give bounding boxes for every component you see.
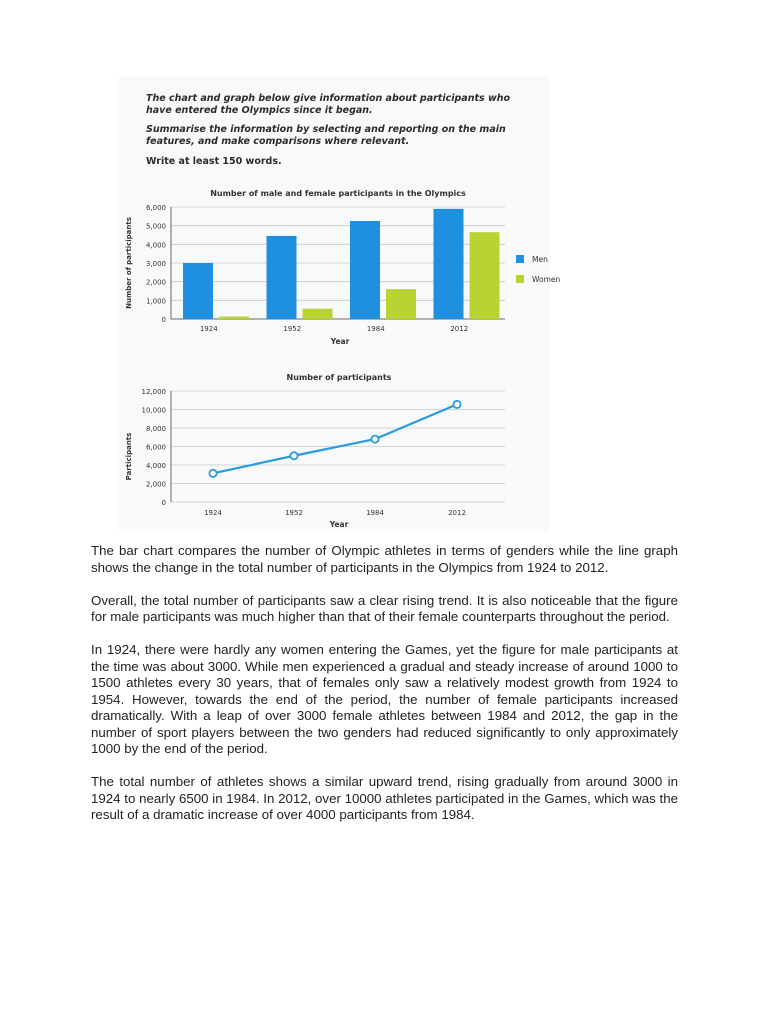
participants-point-1924 [209, 470, 216, 477]
line-x-axis-label: Year [329, 520, 349, 529]
legend-swatch-men [516, 255, 524, 263]
bar-y-tick-label: 1,000 [145, 297, 166, 306]
line-x-tick-label: 1924 [204, 509, 222, 517]
participants-point-1952 [290, 452, 297, 459]
essay-paragraph-3: In 1924, there were hardly any women entering the Games, yet the figure for male participants at the time was about 3000. While men experienced a gradual and steady increase of around 1000 to 1500 athletes every 30 years, that of females only saw a relatively modest growth from 1924 to 1954. However, towards the end of the period, the number of female participants increased dramatically. With a leap of over 3000 female athletes between 1984 and 2012, the gap in the number of sport players between the two genders had reduced significantly to only approximately 1000 by the end of the period. [91, 642, 678, 756]
bar-x-axis-label: Year [330, 337, 350, 346]
essay [91, 543, 678, 840]
bar-y-tick-label: 6,000 [145, 204, 166, 212]
line-y-tick-label: 2,000 [145, 480, 166, 489]
line-y-tick-label: 10,000 [141, 406, 166, 415]
line-y-tick-label: 8,000 [145, 425, 166, 433]
bar-x-tick-label: 1924 [199, 325, 218, 333]
legend-label-men: Men [532, 255, 548, 264]
bar-y-tick-label: 5,000 [145, 222, 166, 231]
bar-x-tick-label: 2012 [450, 325, 469, 333]
essay-paragraph-1: The bar chart compares the number of Olympic athletes in terms of genders while the line graph shows the change in the total number of participants in the Olympics from 1924 to 2012. [91, 543, 678, 575]
participants-point-1984 [371, 436, 378, 443]
bar-y-tick-label: 2,000 [145, 278, 166, 287]
legend-swatch-women [516, 275, 524, 283]
bar-men-1984 [350, 221, 380, 319]
bar-y-axis-label: Number of participants [125, 217, 133, 309]
bar-chart-title: Number of male and female participants in the Olympics [210, 189, 466, 198]
line-chart-title: Number of participants [286, 373, 392, 382]
bar-y-tick-label: 3,000 [145, 260, 166, 268]
essay-paragraph-2: Overall, the total number of participants saw a clear rising trend. It is also noticeable that the figure for male participants was much higher than that of their female counterparts throughout the period. [91, 592, 678, 624]
line-y-tick-label: 12,000 [141, 388, 166, 396]
line-y-axis-label: Participants [125, 432, 133, 481]
line-y-tick-label: 0 [161, 499, 166, 507]
bar-y-tick-label: 0 [161, 316, 166, 324]
bar-women-2012 [470, 232, 500, 319]
task-line-2: Summarise the information by selecting and reporting on the main features, and make comparisons where relevant. [146, 124, 506, 147]
bar-men-2012 [434, 209, 464, 319]
bar-chart [119, 180, 561, 355]
bar-x-tick-label: 1952 [283, 325, 302, 333]
line-chart [119, 365, 549, 531]
essay-paragraph-4: The total number of athletes shows a similar upward trend, rising gradually from around 3000 in 1924 to nearly 6500 in 1984. In 2012, over 10000 athletes participated in the Games, which was the result of a dramatic increase of over 4000 participants from 1984. [91, 774, 678, 822]
participants-point-2012 [453, 401, 460, 408]
bar-men-1952 [267, 236, 297, 319]
line-y-tick-label: 6,000 [145, 443, 166, 452]
line-x-tick-label: 1952 [285, 509, 303, 517]
line-x-tick-label: 2012 [448, 509, 466, 517]
bar-men-1924 [183, 263, 213, 319]
participants-line [213, 404, 457, 473]
task-line-3: Write at least 150 words. [146, 156, 282, 167]
bar-women-1952 [303, 309, 333, 319]
bar-x-tick-label: 1984 [366, 325, 385, 333]
legend-label-women: Women [532, 275, 561, 284]
bar-women-1924 [219, 317, 249, 319]
task-prompt [146, 93, 526, 168]
bar-women-1984 [386, 289, 416, 319]
line-x-tick-label: 1984 [366, 509, 384, 517]
line-y-tick-label: 4,000 [145, 462, 166, 470]
task-line-1: The chart and graph below give information about participants who have entered the Olympics since it began. [146, 93, 511, 116]
bar-y-tick-label: 4,000 [145, 241, 166, 250]
